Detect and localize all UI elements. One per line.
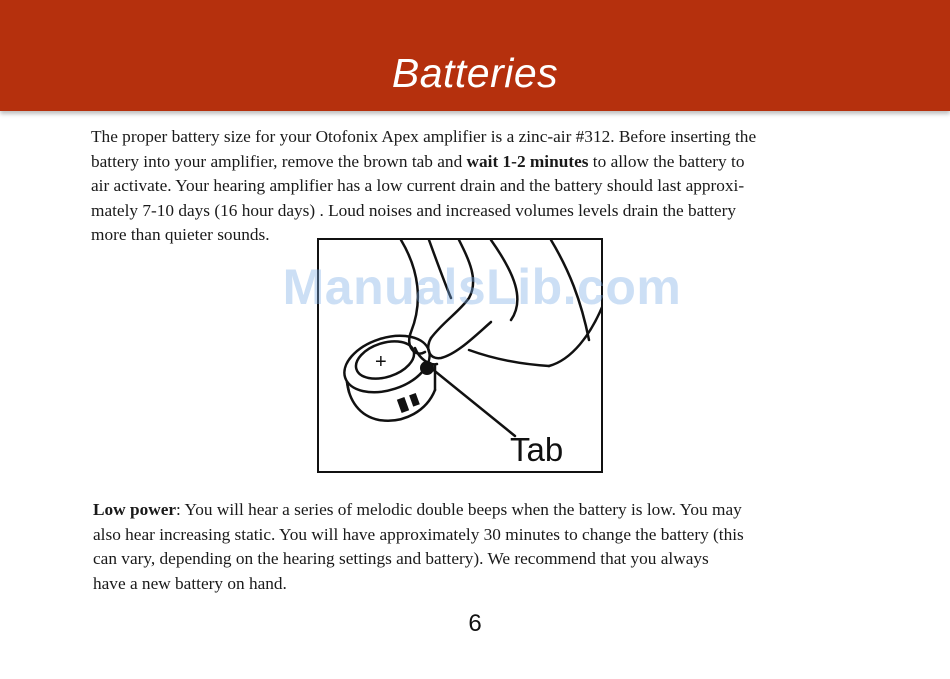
page-number: 6 <box>468 610 482 637</box>
page-header <box>0 0 950 111</box>
intro-line: more than quieter sounds. <box>91 225 270 244</box>
intro-text: to allow the battery to <box>588 151 745 171</box>
low-power-line: also hear increasing static. You will have approximately 30 minutes to change the battery (this <box>93 524 744 544</box>
intro-line <box>91 150 881 175</box>
watermark: ManualsLib.com <box>282 259 682 315</box>
intro-line: mately 7-10 days (16 hour days) . Loud noises and increased volumes levels drain the battery <box>91 200 736 220</box>
low-power-line <box>93 498 883 523</box>
low-power-line: have a new battery on hand. <box>93 573 287 593</box>
intro-paragraph <box>91 125 881 248</box>
wait-time-emphasis: wait 1-2 minutes <box>466 151 589 171</box>
intro-line: The proper battery size for your Otofonix Apex amplifier is a zinc-air #312. Before inserting the <box>91 127 757 146</box>
low-power-heading: Low power <box>93 500 177 519</box>
battery-illustration <box>317 238 603 473</box>
page-title: Batteries <box>391 50 559 96</box>
intro-text: battery into your amplifier, remove the brown tab and <box>91 151 467 171</box>
low-power-paragraph <box>93 498 883 596</box>
low-power-text: : You will hear a series of melodic double beeps when the battery is low. You may <box>176 500 742 519</box>
tab-label: Tab <box>510 431 564 468</box>
low-power-line: can vary, depending on the hearing settings and battery). We recommend that you always <box>93 549 709 568</box>
plus-symbol: + <box>375 351 387 373</box>
intro-line: air activate. Your hearing amplifier has a low current drain and the battery should last approxi- <box>91 176 745 195</box>
